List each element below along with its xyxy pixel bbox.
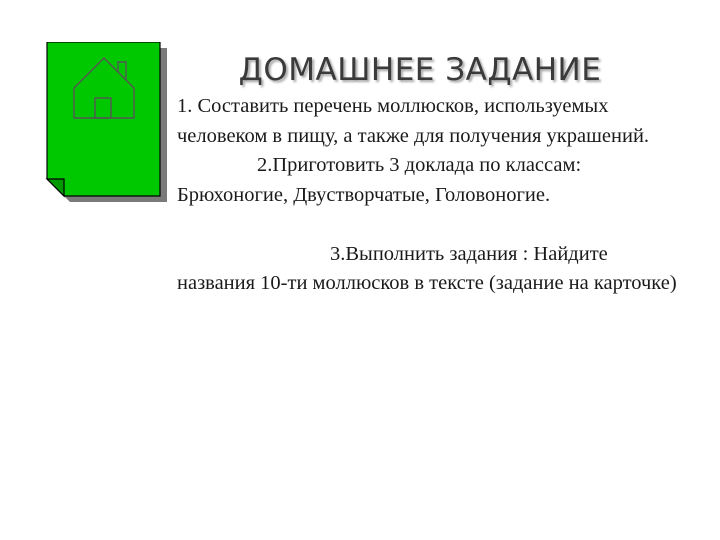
blank-line [177,210,697,240]
task-2-line-2: Брюхоногие, Двустворчатые, Головоногие. [177,183,551,206]
task-3-line-1: 3.Выполнить задания : Найдите [330,242,608,265]
task-2-line-1: 2.Приготовить 3 доклада по классам: [257,154,582,176]
task-3-line-2: названия 10-ти моллюсков в тексте (задание на карточке) [177,272,677,294]
task-1-text: 1. Составить перечень моллюсков, используемых человеком в пищу, а также для получения украшений. [177,95,650,147]
homework-tasks [177,92,697,299]
page-title: ДОМАШНЕЕ ЗАДАНИЕ [238,52,602,88]
